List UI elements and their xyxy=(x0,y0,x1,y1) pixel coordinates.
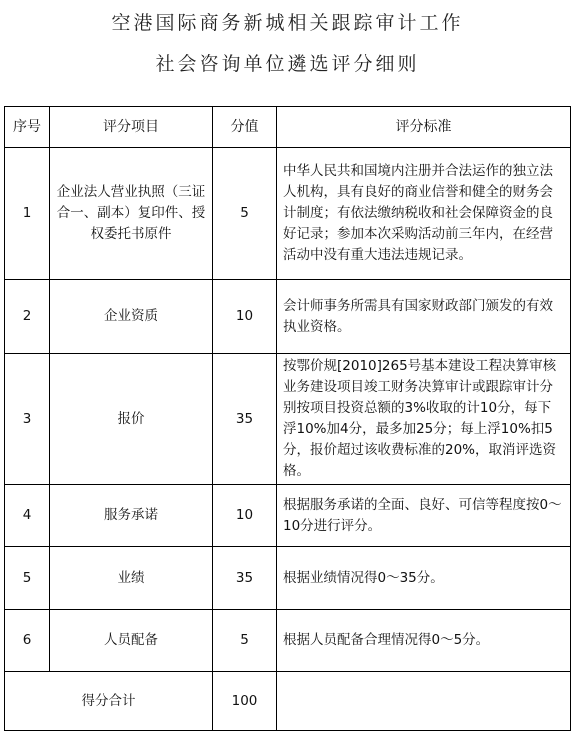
row-no: 4 xyxy=(5,485,50,547)
table-row xyxy=(5,280,571,354)
row-score: 5 xyxy=(213,610,277,672)
table-row xyxy=(5,485,571,547)
row-item: 报价 xyxy=(50,354,213,485)
total-score: 100 xyxy=(213,672,277,731)
header-standard: 评分标准 xyxy=(277,107,571,148)
document-title-line-1: 空港国际商务新城相关跟踪审计工作 xyxy=(111,12,464,34)
header-score: 分值 xyxy=(213,107,277,148)
header-no: 序号 xyxy=(5,107,50,148)
row-item: 人员配备 xyxy=(50,610,213,672)
row-standard: 按鄂价规[2010]265号基本建设工程决算审核业务建设项目竣工财务决算审计或跟踪审计分别按项目投资总额的3%收取的计10分，每下浮10%加4分，最多加25分；每上浮10%扣5分，报价超过该收费标准的20%，取消评选资格。 xyxy=(277,354,571,485)
row-standard: 根据业绩情况得0～35分。 xyxy=(277,547,571,610)
row-item: 企业法人营业执照（三证合一、副本）复印件、授权委托书原件 xyxy=(50,148,213,280)
row-score: 10 xyxy=(213,280,277,354)
row-no: 2 xyxy=(5,280,50,354)
row-standard: 根据服务承诺的全面、良好、可信等程度按0～10分进行评分。 xyxy=(277,485,571,547)
row-score: 10 xyxy=(213,485,277,547)
row-score: 35 xyxy=(213,547,277,610)
document-title-line-2: 社会咨询单位遴选评分细则 xyxy=(155,53,420,75)
row-score: 5 xyxy=(213,148,277,280)
scoring-table xyxy=(4,106,571,731)
row-standard: 会计师事务所需具有国家财政部门颁发的有效执业资格。 xyxy=(277,280,571,354)
table-row xyxy=(5,610,571,672)
table-row xyxy=(5,354,571,485)
row-no: 6 xyxy=(5,610,50,672)
row-no: 5 xyxy=(5,547,50,610)
total-standard xyxy=(277,672,571,731)
row-standard: 中华人民共和国境内注册并合法运作的独立法人机构，具有良好的商业信誉和健全的财务会计制度；有依法缴纳税收和社会保障资金的良好记录；参加本次采购活动前三年内，在经营活动中没有重大违法违规记录。 xyxy=(277,148,571,280)
header-item: 评分项目 xyxy=(50,107,213,148)
table-row xyxy=(5,547,571,610)
row-no: 3 xyxy=(5,354,50,485)
row-item: 企业资质 xyxy=(50,280,213,354)
table-row xyxy=(5,148,571,280)
row-no: 1 xyxy=(5,148,50,280)
total-row xyxy=(5,672,571,731)
row-score: 35 xyxy=(213,354,277,485)
total-label: 得分合计 xyxy=(5,672,213,731)
row-item: 业绩 xyxy=(50,547,213,610)
row-item: 服务承诺 xyxy=(50,485,213,547)
row-standard: 根据人员配备合理情况得0～5分。 xyxy=(277,610,571,672)
table-header-row xyxy=(5,107,571,148)
